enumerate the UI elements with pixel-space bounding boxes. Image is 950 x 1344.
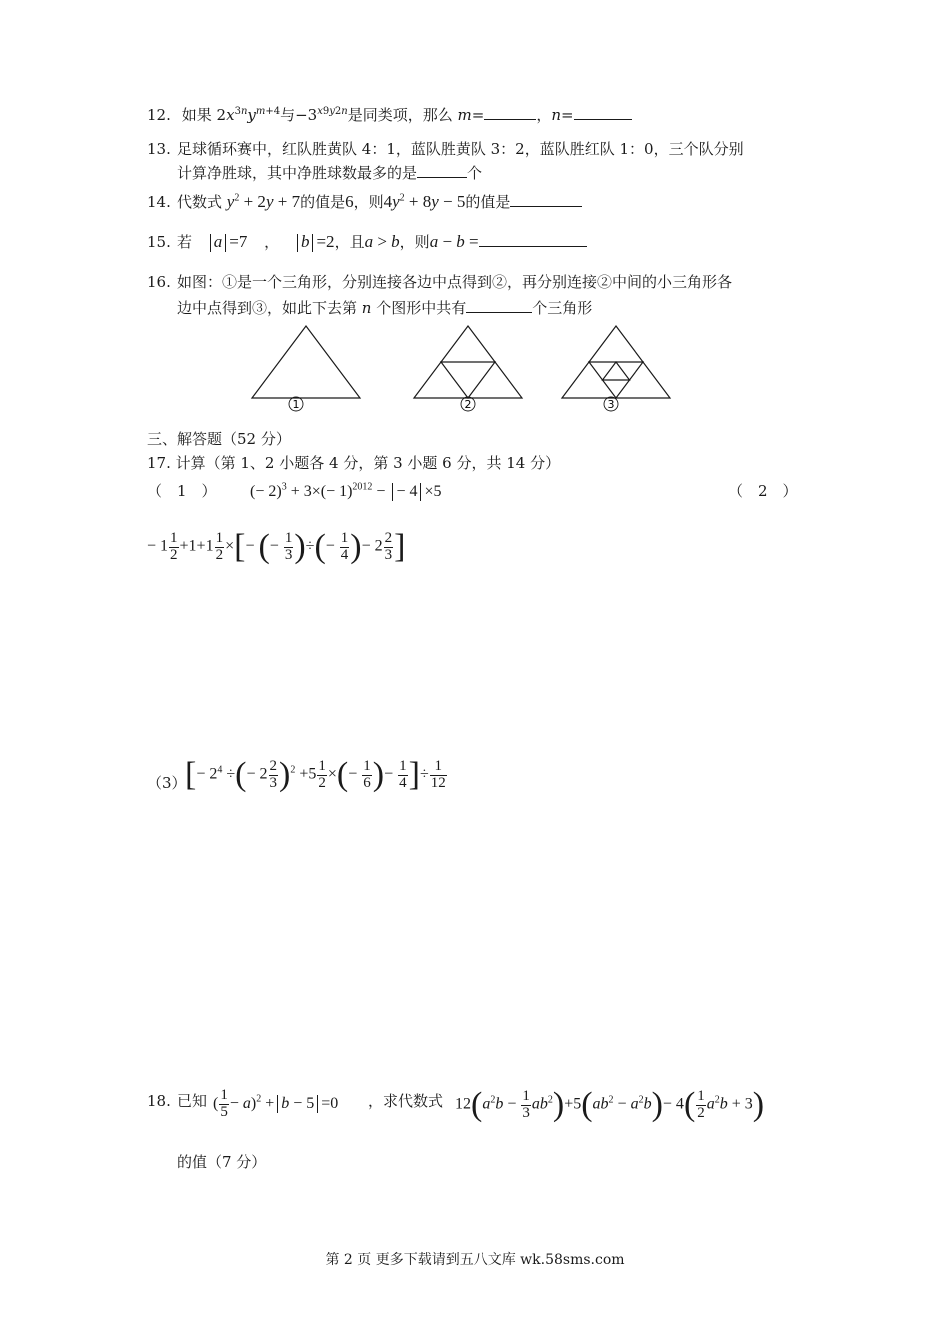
question-13: 13. 足球循环赛中，红队胜黄队 4：1，蓝队胜黄队 3：2，蓝队胜红队 1：0，三个队分别 计算净胜球，其中净胜球数最多的是 个: [147, 137, 744, 185]
question-18: 18. 已知: [147, 1092, 208, 1110]
question-number: 15.: [147, 233, 171, 251]
page-footer: 第 2 页 更多下载请到五八文库 wk.58sms.com: [325, 1252, 625, 1268]
question-16: 16. 如图：①是一个三角形，分别连接各边中点得到②，再分别连接②中间的小三角形各 边中点得到③，如此下去第 n 个图形中共有 个三角形: [147, 269, 732, 321]
question-number: 18.: [147, 1092, 171, 1110]
q18-line2: 的值（7 分）: [177, 1153, 267, 1171]
answer-blank: [466, 298, 532, 313]
q17-part1-expression: (− $2)^3 + 3\times(- 1)^{2012}$ − − 4 ×5: [250, 481, 442, 500]
answer-blank: [574, 105, 632, 120]
q17-part2-expression: − 1 $\frac{1}{2}$ +1+1 $\frac{1}{2}$ ×[− (− $\frac{1}{3}$ )÷(− $\frac{1}{4}$ )− 2 $\frac{2}{3}$ ]: [147, 528, 406, 565]
question-number: 14.: [147, 193, 171, 211]
q17-part3-label: （3）: [147, 774, 187, 792]
q17-part3-expression: [− $2^4$ ÷(− 2 $\frac{2}{3}$ )$^2$ +5 $\frac{1}{2}$ ×(− $\frac{1}{6}$ )− $\frac{1}{4}$ ]÷ $\frac{1}{12}$: [185, 756, 446, 793]
triangle-figure-3: [562, 326, 670, 398]
answer-blank: [484, 105, 536, 120]
q18-expression: $12(a^2b$ − $\frac{1}{3}$ $ab^2)+5(ab^2 - a^2b)- 4$( $\frac{1}{2}$ $a^2b + 3$): [455, 1086, 765, 1123]
answer-blank: [510, 192, 582, 207]
question-number: 13.: [147, 140, 171, 158]
answer-blank: [479, 232, 587, 247]
triangle-figures: [240, 320, 680, 415]
question-number: 16.: [147, 273, 171, 291]
q18-prompt: ，求代数式: [368, 1092, 444, 1110]
question-15: 15. 若 a =7 ， b =2，且a > b，则a − b =: [147, 231, 587, 252]
question-12: 12. 如果 $2x^{3n}y^{m+4}$与$-3^{x9y2n}$是同类项，那么 m= ，n=: [147, 104, 632, 125]
q18-condition: ( $\frac{1}{5}$ − a)$^2$ + b − 5 =0: [213, 1087, 339, 1120]
triangle-figure-1: [252, 326, 360, 398]
q17-part2-label: （ 2 ）: [728, 482, 798, 500]
question-17-title: 17. 计算（第 1、2 小题各 4 分，第 3 小题 6 分，共 14 分）: [147, 454, 561, 472]
question-14: 14. 代数式 $y^2 + 2y + 7$的值是6，则$4y^2 + 8y - 5$的值是: [147, 191, 582, 212]
q17-part1-label: （ 1 ）: [147, 482, 217, 500]
figure-label-2: 2: [464, 398, 472, 411]
triangle-figure-2: [414, 326, 522, 398]
section-title: 三、解答题（52 分）: [147, 430, 291, 448]
figure-label-1: 1: [292, 398, 300, 411]
question-number: 12.: [147, 106, 171, 124]
answer-blank: [417, 163, 467, 178]
figure-label-3: 3: [607, 398, 615, 411]
